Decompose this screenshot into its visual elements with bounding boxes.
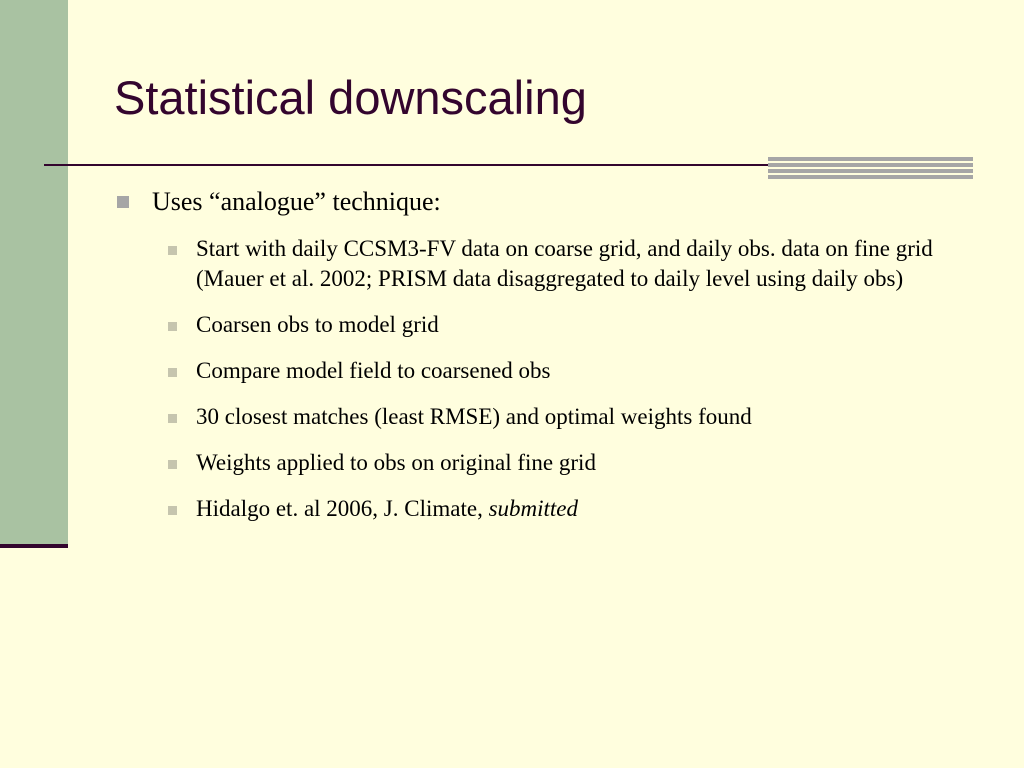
sub-bullet-text: 30 closest matches (least RMSE) and optimal weights found <box>196 404 752 429</box>
sub-bullet-list <box>165 234 965 540</box>
sub-bullet-item <box>165 356 965 386</box>
sub-bullet-text: Coarsen obs to model grid <box>196 312 439 337</box>
citation-status: submitted <box>488 496 579 521</box>
sub-bullet-item <box>165 310 965 340</box>
sub-bullet-text-citation <box>196 494 956 524</box>
sub-bullet-text: Weights applied to obs on original fine grid <box>196 450 596 475</box>
square-bullet-icon <box>168 460 177 469</box>
sub-bullet-item <box>165 234 965 294</box>
square-bullet-icon <box>168 246 177 255</box>
slide-title: Statistical downscaling <box>114 71 587 124</box>
citation-text: Hidalgo et. al 2006, J. Climate, <box>196 496 489 521</box>
square-bullet-icon <box>168 368 177 377</box>
sub-bullet-item <box>165 402 965 432</box>
square-bullet-icon <box>168 322 177 331</box>
sub-bullet-item <box>165 448 965 478</box>
sub-bullet-text: Start with daily CCSM3-FV data on coarse grid, and daily obs. data on fine grid (Mauer et al. 2002; PRISM data disaggregated to daily level using daily obs) <box>196 236 933 291</box>
bullet-text: Uses “analogue” technique: <box>152 187 441 216</box>
square-bullet-icon <box>117 196 129 208</box>
square-bullet-icon <box>168 506 177 515</box>
sub-bullet-item <box>165 494 965 524</box>
square-bullet-icon <box>168 414 177 423</box>
sub-bullet-text: Compare model field to coarsened obs <box>196 358 551 383</box>
